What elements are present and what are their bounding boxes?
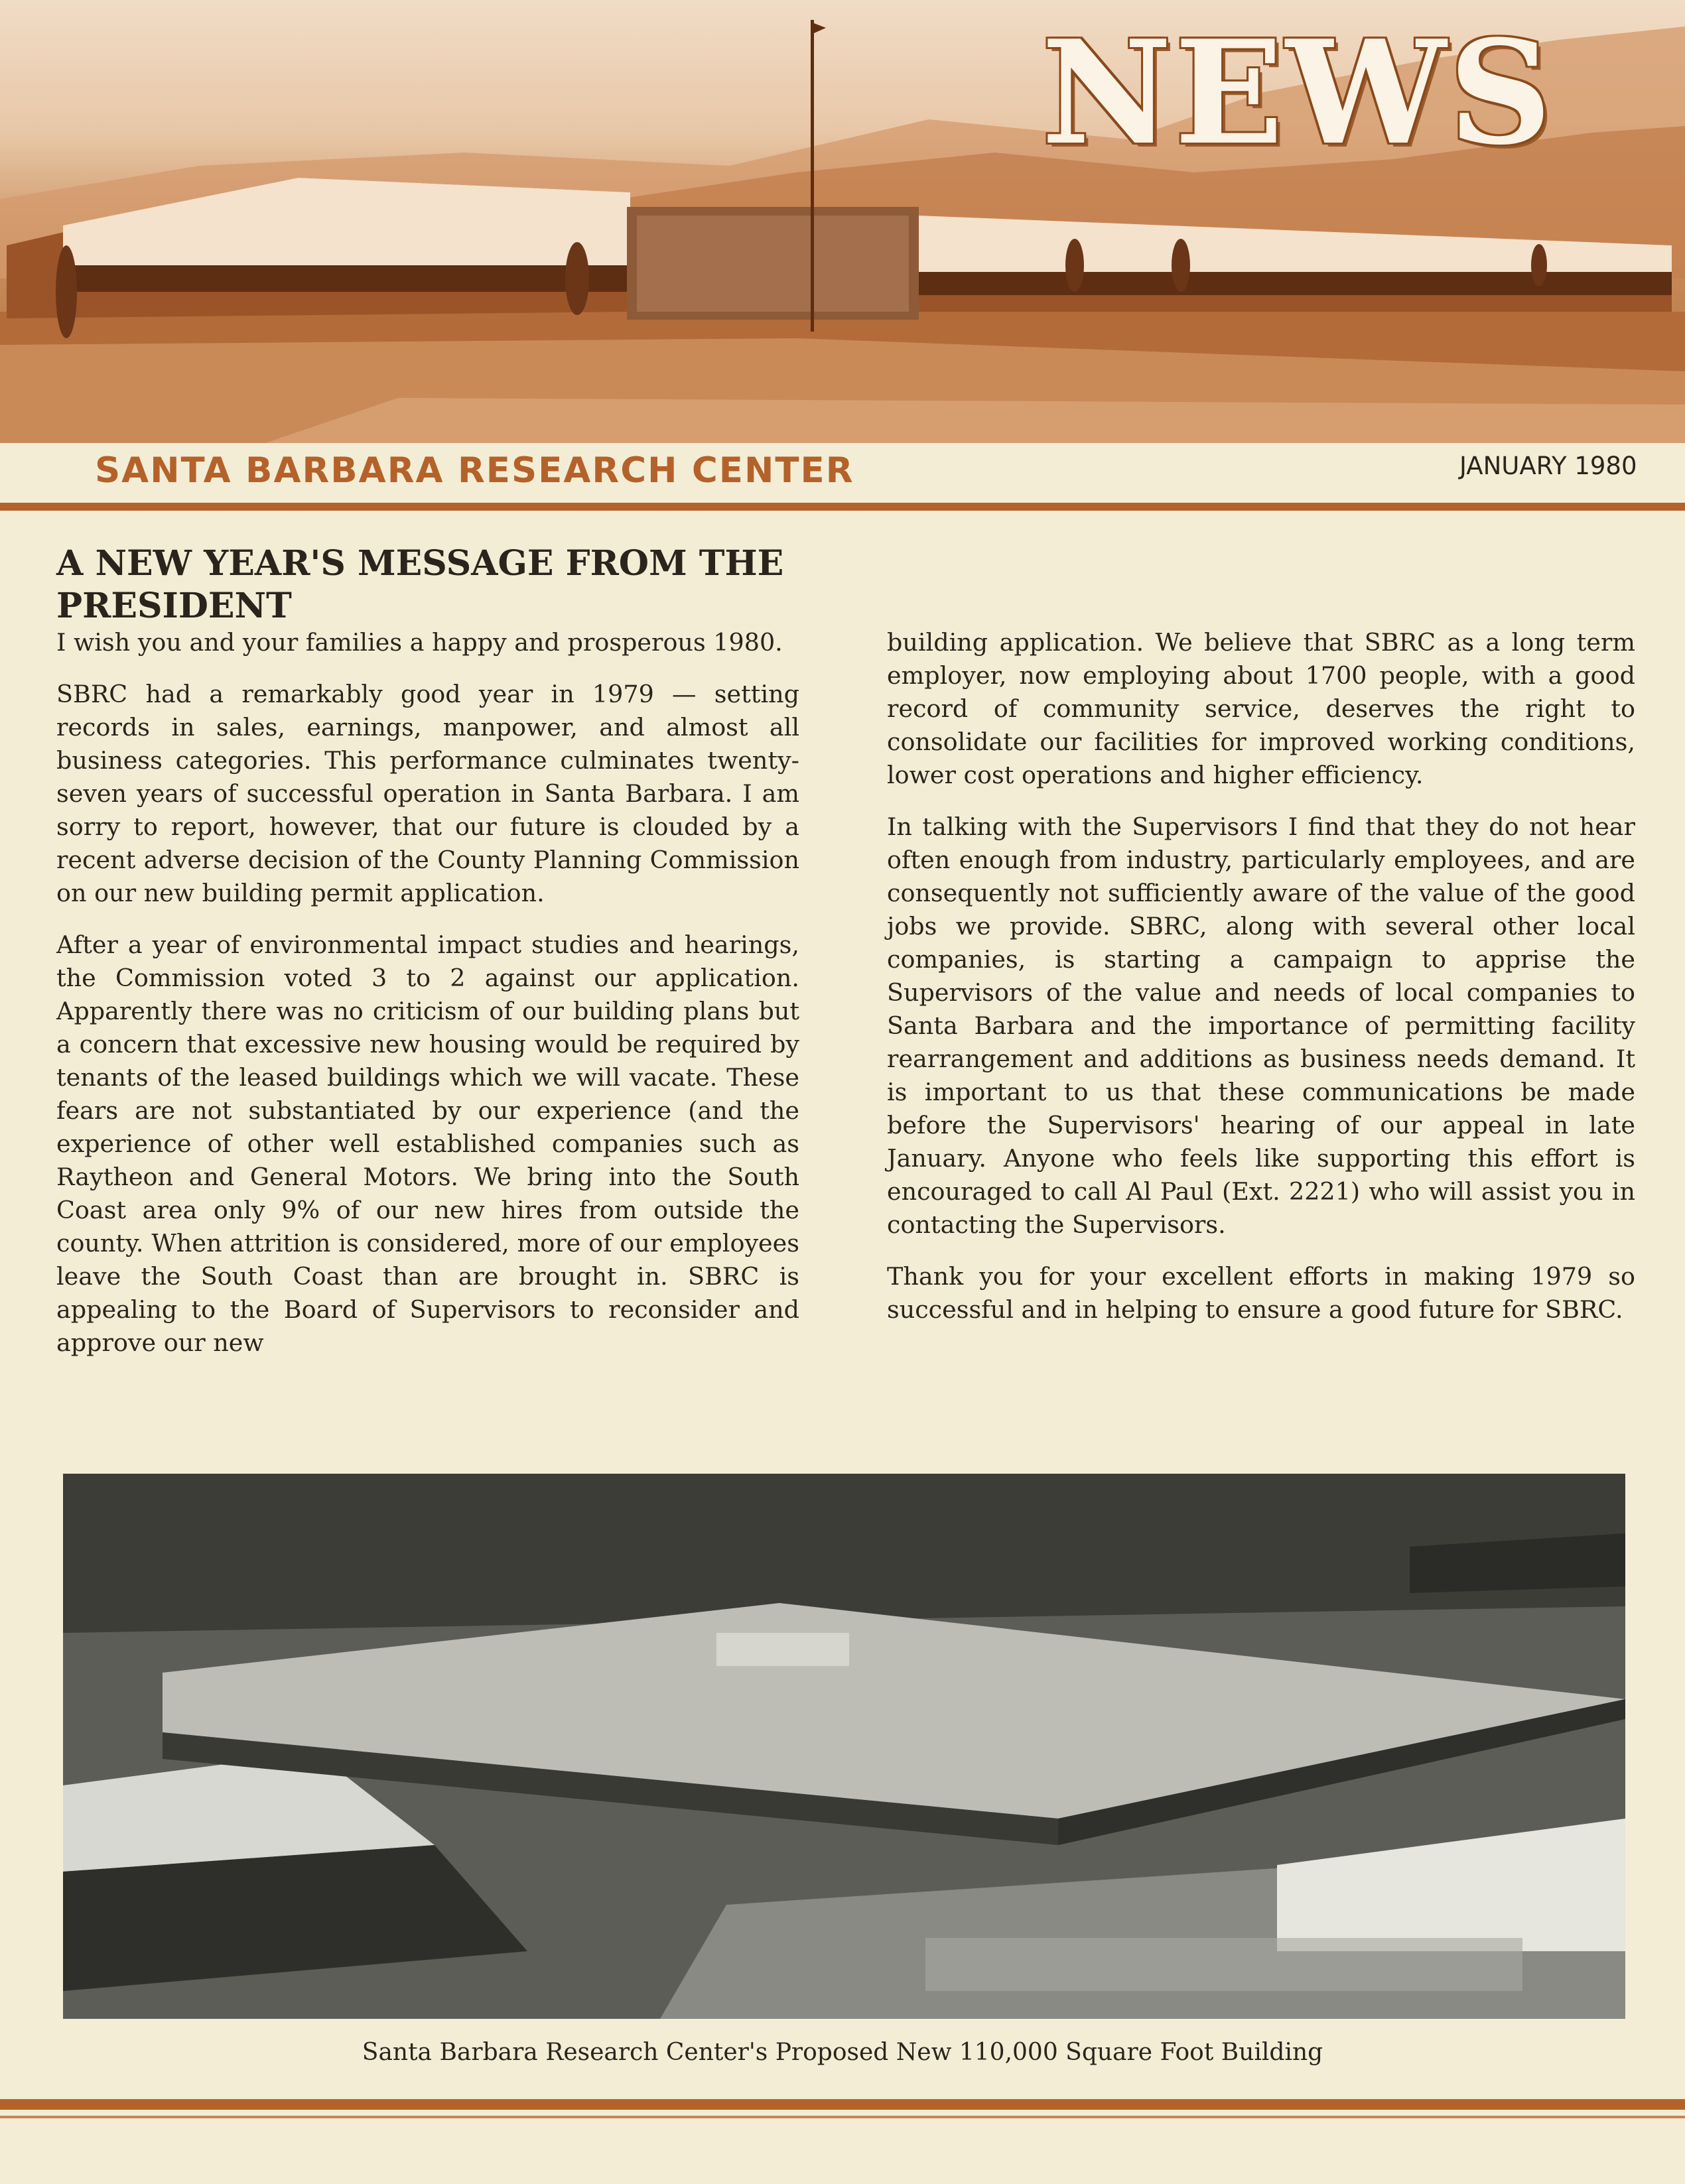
paragraph: In talking with the Supervisors I find that they do not hear often enough from industry, particularly employees, and are consequently not sufficiently aware of the value of the good jobs we provide. SBRC, along with several other local companies, is starting a campaign to apprise the Supervisors of the value and needs of local companies to Santa Barbara and the importance of permitting facility rearrangement and additions as business needs demand. It is important to us that these communications be made before the Supervisors' hearing of our appeal in late January. Anyone who feels like supporting this effort is encouraged to call Al Paul (Ext. 2221) who will assist you in contacting the Supervisors. — [887, 812, 1635, 1239]
paragraph: I wish you and your families a happy and prosperous 1980. — [56, 628, 783, 657]
organization-name: SANTA BARBARA RESEARCH CENTER — [95, 450, 854, 491]
article-column-left — [56, 626, 799, 1378]
article-headline: A NEW YEAR'S MESSAGE FROM THE PRESIDENT — [56, 543, 784, 626]
article-column-right — [887, 626, 1635, 1345]
building-photo — [63, 1474, 1625, 2019]
bottom-divider-thin — [0, 2116, 1685, 2118]
issue-date: JANUARY 1980 — [1459, 452, 1637, 480]
aerial-photo-illustration — [63, 1474, 1625, 2019]
bottom-divider — [0, 2099, 1685, 2110]
paragraph: After a year of environmental impact studies and hearings, the Commission voted 3 to 2 against our application. Apparently there was no criticism of our building plans but a concern that excessive new housing would be required by tenants of the leased buildings which we will vacate. These fears are not substantiated by our experience (and the experience of other well established companies such as Raytheon and General Motors. We bring into the South Coast area only 9% of our new hires from outside the county. When attrition is considered, more of our employees leave the South Coast than are brought in. SBRC is appealing to the Board of Supervisors to reconsider and approve our new — [56, 931, 799, 1357]
masthead-title: NEWS — [1042, 9, 1555, 176]
paragraph: SBRC had a remarkably good year in 1979 — setting records in sales, earnings, manpower, and almost all business categories. This performance culminates twenty-seven years of successful operation in Santa Barbara. I am sorry to report, however, that our future is clouded by a recent adverse decision of the County Planning Commission on our new building permit application. — [56, 680, 799, 907]
masthead-illustration — [0, 0, 1685, 443]
top-divider — [0, 503, 1685, 511]
paragraph: Thank you for your excellent efforts in making 1979 so successful and in helping to ensure a good future for SBRC. — [887, 1262, 1635, 1324]
paragraph: building application. We believe that SBRC as a long term employer, now employing about 1700 people, with a good record of community service, deserves the right to consolidate our facilities for improved working conditions, lower cost operations and higher efficiency. — [887, 628, 1635, 789]
photo-caption: Santa Barbara Research Center's Proposed New 110,000 Square Foot Building — [362, 2039, 1323, 2066]
